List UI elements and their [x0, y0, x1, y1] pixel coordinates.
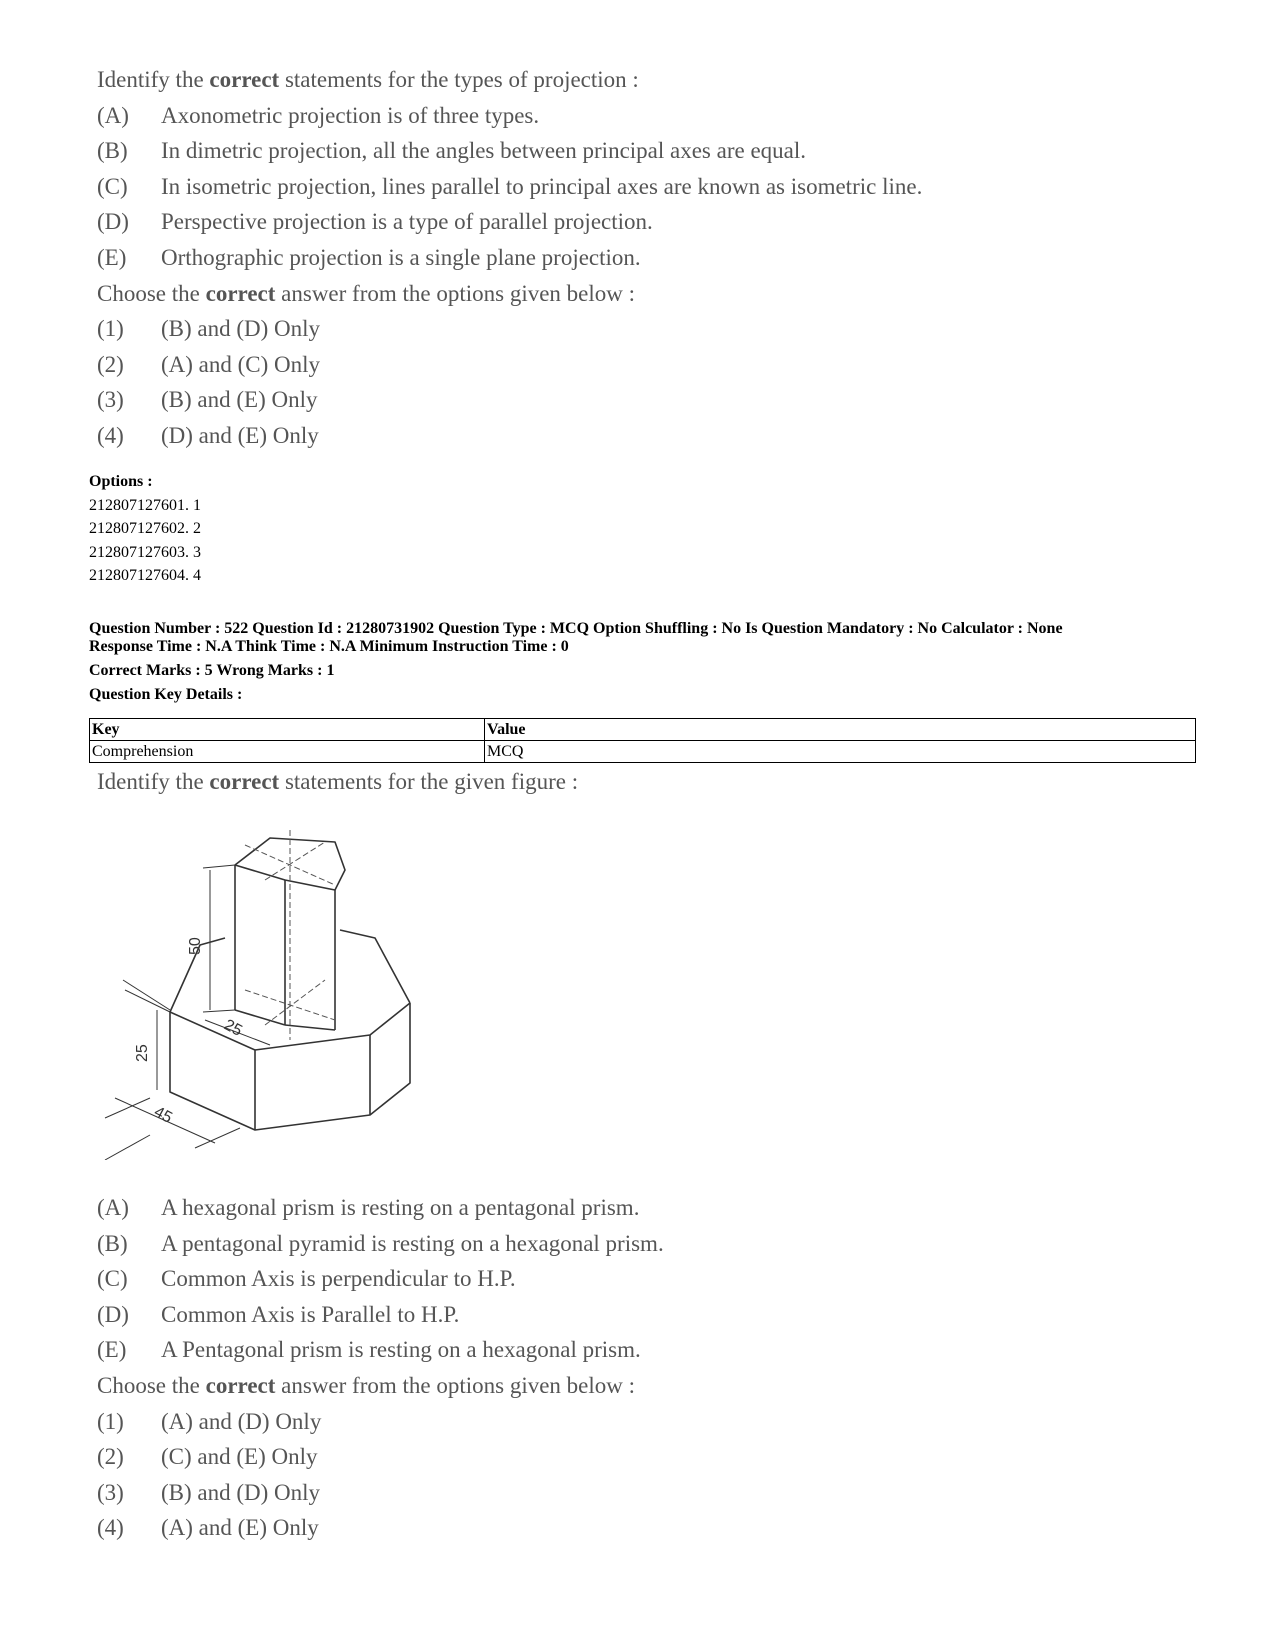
table-header: Key [90, 719, 485, 741]
table-row [90, 741, 1196, 763]
statement-e: (E) A Pentagonal prism is resting on a hexagonal prism. [97, 1337, 641, 1363]
statement-e: (E) Orthographic projection is a single plane projection. [97, 244, 641, 270]
choose-prompt: Choose the correct answer from the options given below : [97, 1372, 636, 1398]
key-table [89, 718, 1196, 763]
answer-3: (3) (B) and (D) Only [97, 1479, 321, 1505]
question-2-stem: Identify the correct statements for the given figure : [97, 769, 579, 794]
marks-line: Correct Marks : 5 Wrong Marks : 1 [89, 662, 335, 679]
table-header: Value [485, 719, 1196, 741]
options-block [89, 470, 201, 588]
option-item: 212807127604. 4 [89, 567, 201, 584]
options-heading: Options : [89, 473, 153, 490]
question-meta-line2: Response Time : N.A Think Time : N.A Minimum Instruction Time : 0 [89, 638, 569, 655]
question-2 [97, 1190, 664, 1546]
answer-1: (1) (B) and (D) Only [97, 316, 321, 342]
option-item: 212807127601. 1 [89, 496, 201, 514]
statement-a: (A) Axonometric projection is of three types. [97, 102, 540, 128]
table-cell: MCQ [485, 741, 1196, 763]
dimension-length-label: 45 [151, 1103, 175, 1127]
statement-d: (D) Common Axis is Parallel to H.P. [97, 1301, 460, 1327]
statement-b: (B) In dimetric projection, all the angles between principal axes are equal. [97, 138, 807, 164]
question-meta-line1: Question Number : 522 Question Id : 21280731902 Question Type : MCQ Option Shuffling : No Is Question Mandatory : No Calculator : None [89, 620, 1063, 637]
statement-b: (B) A pentagonal pyramid is resting on a hexagonal prism. [97, 1230, 664, 1256]
table-header-row [90, 719, 1196, 741]
statement-a: (A) A hexagonal prism is resting on a pentagonal prism. [97, 1195, 640, 1220]
option-item: 212807127602. 2 [89, 520, 201, 537]
question-1 [97, 62, 922, 454]
dimension-side-label: 25 [221, 1016, 245, 1040]
prism-figure [95, 830, 455, 1160]
question-1-stem: Identify the correct statements for the types of projection : [97, 67, 639, 92]
statement-d: (D) Perspective projection is a type of parallel projection. [97, 209, 653, 235]
dimension-base-height-label: 25 [134, 1044, 151, 1062]
dimension-height-label: 50 [187, 937, 204, 955]
statement-c: (C) In isometric projection, lines parallel to principal axes are known as isometric line. [97, 173, 923, 199]
answer-1: (1) (A) and (D) Only [97, 1408, 322, 1434]
answer-2: (2) (A) and (C) Only [97, 351, 321, 377]
key-details-heading: Question Key Details : [89, 685, 243, 703]
choose-prompt: Choose the correct answer from the options given below : [97, 280, 636, 306]
table-cell: Comprehension [90, 741, 485, 763]
answer-2: (2) (C) and (E) Only [97, 1444, 318, 1470]
question-meta [89, 620, 1063, 706]
answer-3: (3) (B) and (E) Only [97, 387, 318, 413]
statement-c: (C) Common Axis is perpendicular to H.P. [97, 1266, 516, 1292]
answer-4: (4) (D) and (E) Only [97, 422, 319, 448]
answer-4: (4) (A) and (E) Only [97, 1515, 319, 1541]
option-item: 212807127603. 3 [89, 543, 201, 561]
